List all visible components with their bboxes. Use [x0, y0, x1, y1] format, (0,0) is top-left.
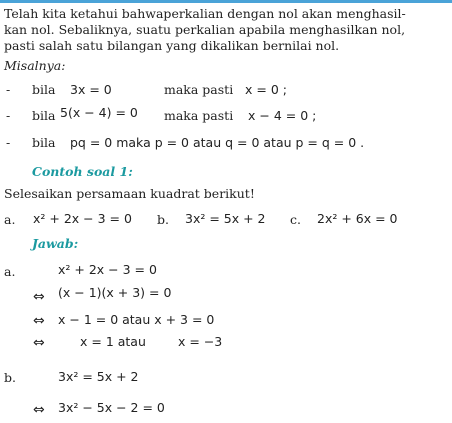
bullet-bila: bila	[32, 135, 56, 150]
solution-line: x − 1 = 0 atau x + 3 = 0	[58, 312, 215, 327]
bullet-bila: bila	[32, 108, 56, 123]
equivalence-icon: ⇔	[33, 289, 45, 305]
problem-label: a.	[4, 212, 16, 227]
bullet-dash: -	[6, 135, 11, 150]
solution-label: a.	[4, 264, 16, 279]
solution-line: x² + 2x − 3 = 0	[58, 262, 157, 277]
solution-line: (x − 1)(x + 3) = 0	[58, 285, 172, 300]
intro-line-3: pasti salah satu bilangan yang dikalikan bernilai nol.	[4, 38, 340, 53]
bullet-maka: maka pasti	[164, 82, 234, 97]
misalnya-label: Misalnya:	[4, 58, 66, 73]
equivalence-icon: ⇔	[33, 402, 45, 418]
solution-line: x = 1 atau	[80, 334, 146, 349]
solution-line: 3x² = 5x + 2	[58, 369, 139, 384]
intro-line-1: Telah kita ketahui bahwaperkalian dengan nol akan menghasil-	[4, 6, 406, 21]
bullet-expression: 5(x − 4) = 0	[60, 105, 138, 120]
problem-label: c.	[290, 212, 301, 227]
instruction: Selesaikan persamaan kuadrat berikut!	[4, 186, 255, 201]
top-divider	[0, 0, 452, 3]
bullet-result: x = 0 ;	[245, 82, 287, 97]
solution-line: 3x² − 5x − 2 = 0	[58, 400, 165, 415]
bullet-bila: bila	[32, 82, 56, 97]
bullet-text: pq = 0 maka p = 0 atau q = 0 atau p = q = 0 .	[70, 135, 365, 150]
intro-line-2: kan nol. Sebaliknya, suatu perkalian apabila menghasilkan nol,	[4, 22, 406, 37]
solution-label: b.	[4, 370, 16, 385]
problem-expression: x² + 2x − 3 = 0	[33, 211, 132, 226]
problem-label: b.	[157, 212, 169, 227]
bullet-result: x − 4 = 0 ;	[248, 108, 317, 123]
bullet-expression: 3x = 0	[70, 82, 112, 97]
solution-line: x = −3	[178, 334, 223, 349]
bullet-maka: maka pasti	[164, 108, 234, 123]
problem-expression: 2x² + 6x = 0	[317, 211, 398, 226]
bullet-dash: -	[6, 82, 11, 97]
example-title: Contoh soal 1:	[32, 164, 133, 179]
bullet-dash: -	[6, 108, 11, 123]
equivalence-icon: ⇔	[33, 335, 45, 351]
problem-expression: 3x² = 5x + 2	[185, 211, 266, 226]
equivalence-icon: ⇔	[33, 313, 45, 329]
answer-title: Jawab:	[32, 236, 79, 251]
